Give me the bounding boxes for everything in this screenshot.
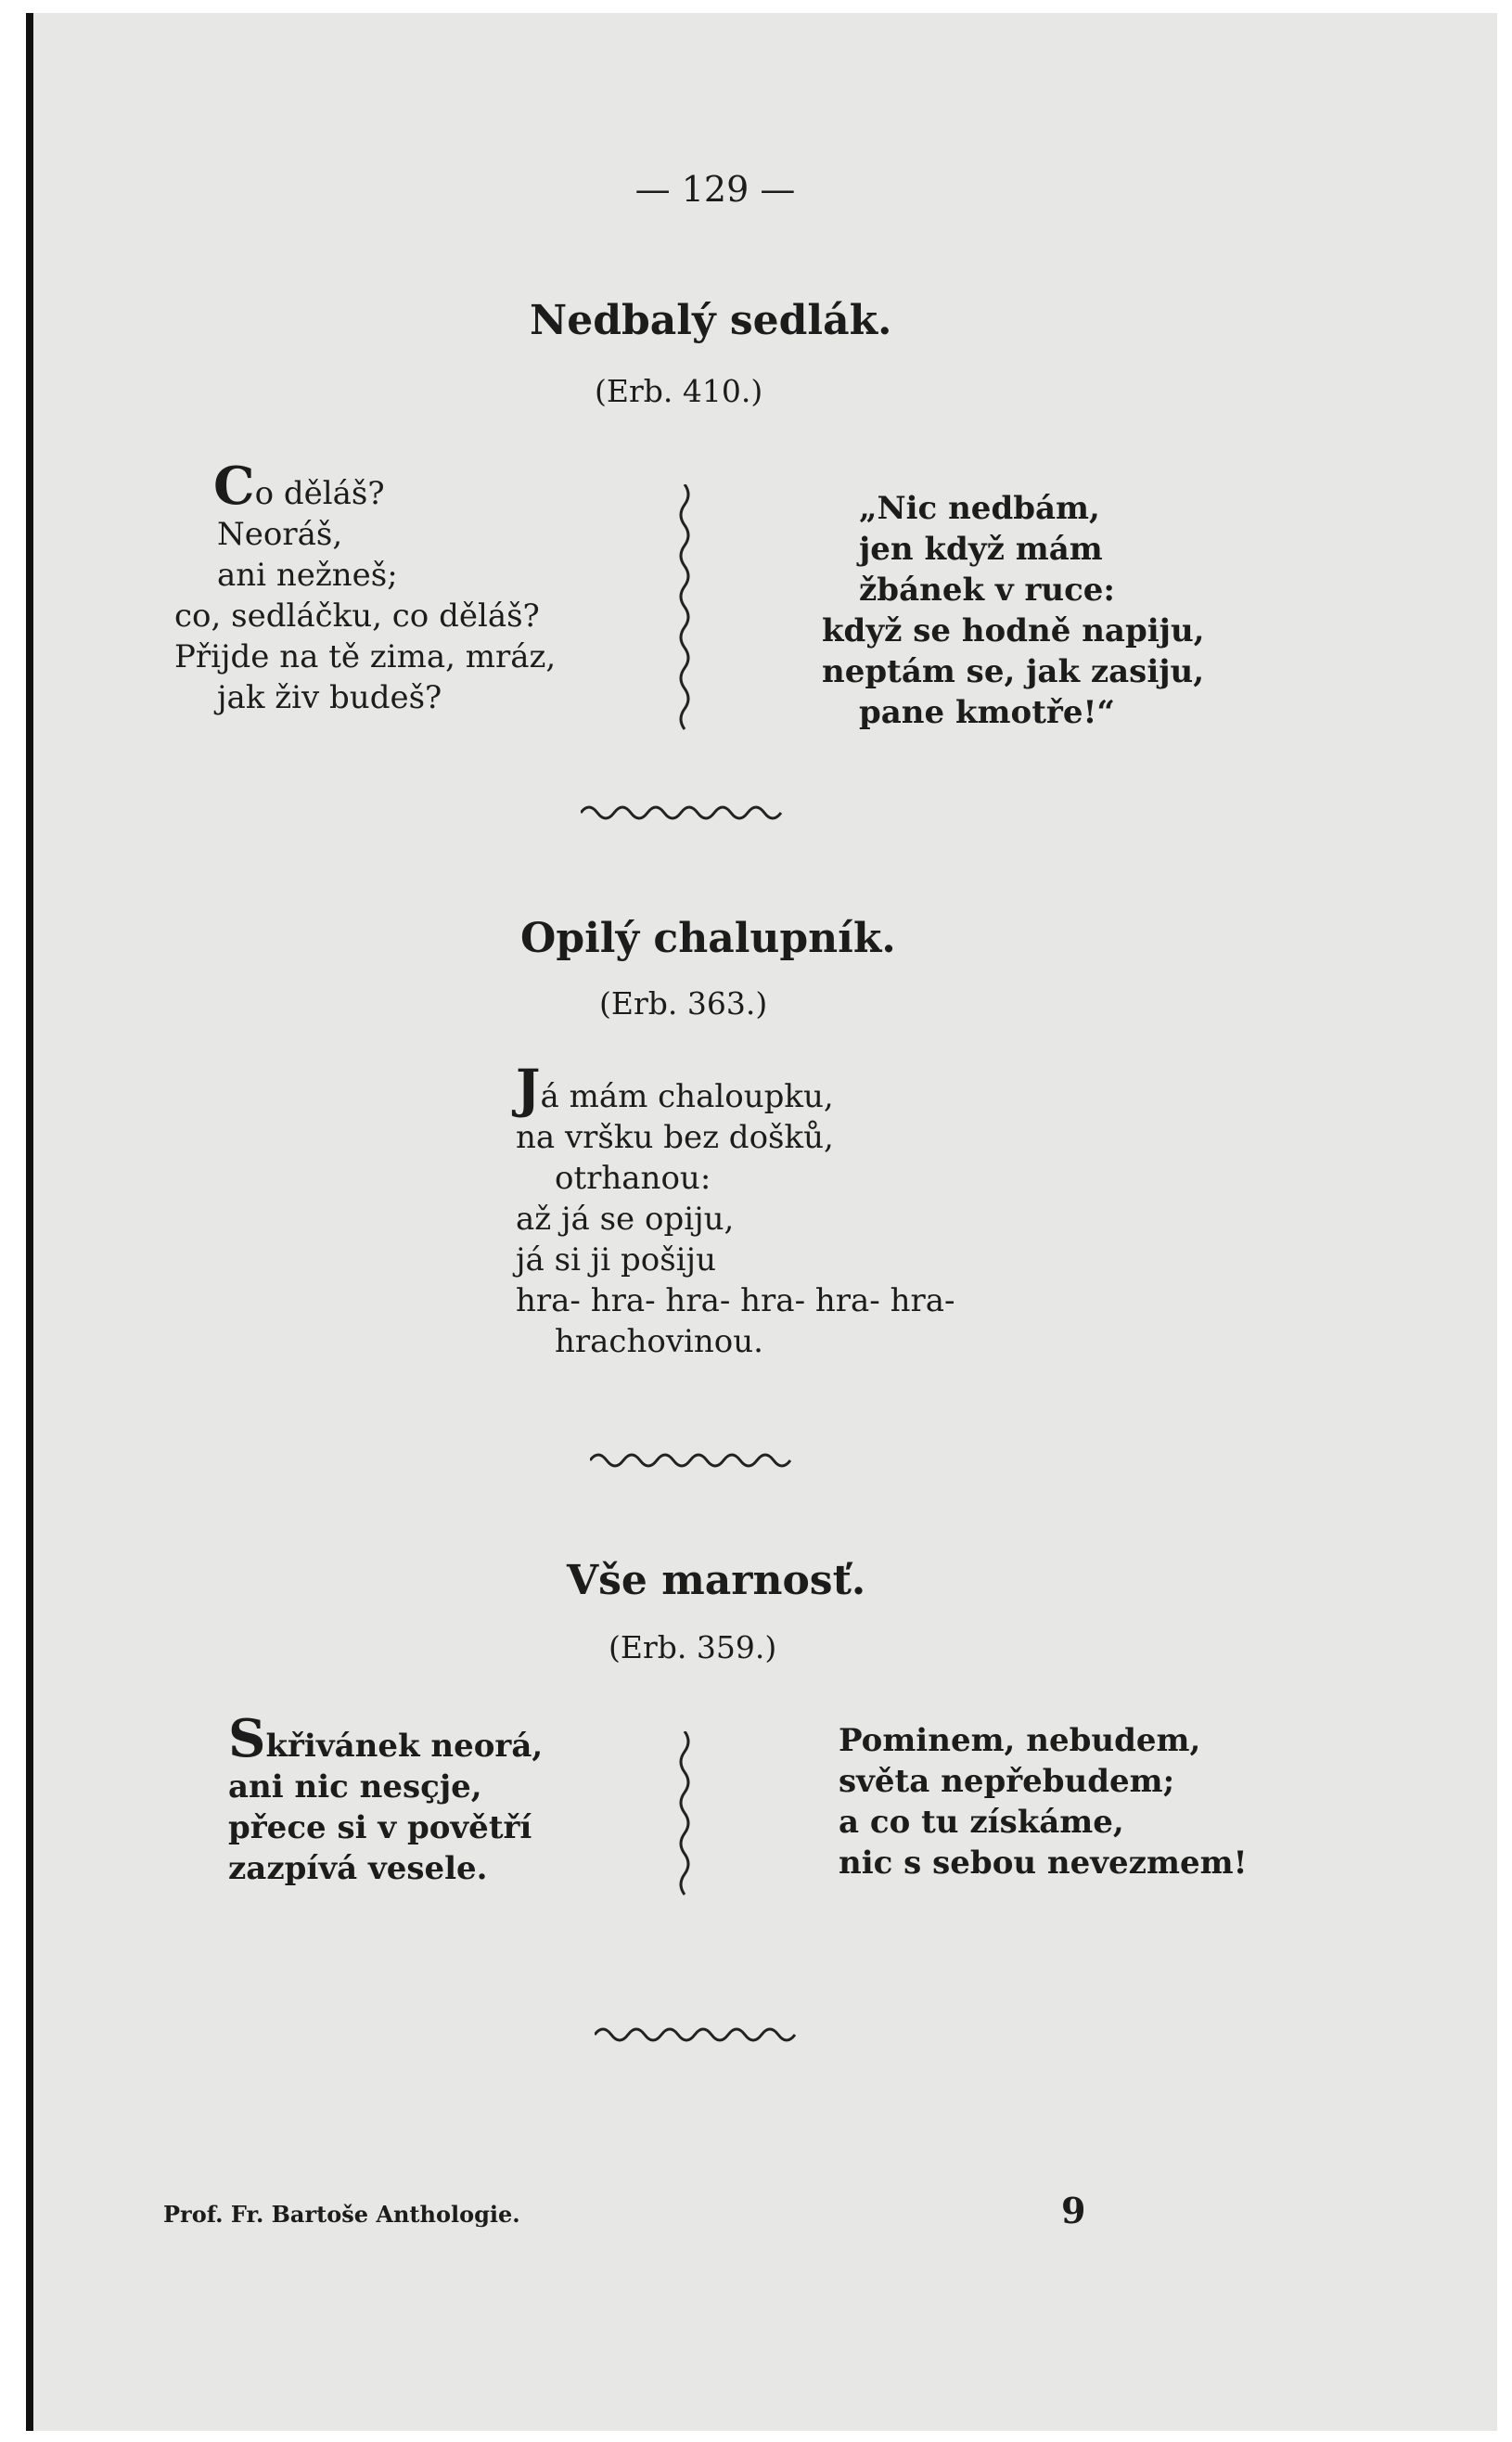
verse-line: zazpívá vesele. [228, 1850, 488, 1887]
verse-line: když se hodně napiju, [822, 612, 1205, 649]
poem3-left-stanza [228, 1708, 544, 1889]
verse-line: jen když mám [859, 531, 1103, 568]
poem-title: Vše marnosť. [567, 1557, 866, 1604]
poem-source: (Erb. 363.) [599, 985, 768, 1022]
verse-line: přece si v povětří [228, 1809, 532, 1846]
brace-divider-icon [673, 1731, 696, 1898]
verse-line-text: křivánek neorá, [265, 1728, 544, 1765]
verse-line: nic s sebou nevezmem! [839, 1844, 1248, 1882]
wavy-separator-icon [581, 800, 785, 822]
verse-line-text: á mám chaloupku, [540, 1078, 834, 1115]
wavy-separator-icon [595, 2022, 799, 2044]
verse-line: Neoráš, [217, 516, 343, 553]
verse-line: já si ji pošiju [516, 1241, 716, 1279]
verse-line: neptám se, jak zasiju, [822, 653, 1205, 690]
verse-line [516, 1059, 955, 1120]
verse-line: žbánek v ruce: [859, 572, 1115, 609]
poem1-right-stanza [822, 488, 1205, 733]
verse-line: světa nepřebudem; [839, 1763, 1175, 1800]
poem3-right-stanza [839, 1720, 1248, 1883]
signature-mark: 9 [1061, 2190, 1086, 2231]
verse-line-text: o děláš? [254, 475, 385, 512]
verse-line: až já se opiju, [516, 1201, 735, 1238]
verse-line: a co tu získáme, [839, 1804, 1124, 1841]
verse-line: pane kmotře!“ [859, 694, 1115, 731]
verse-line: na vršku bez došků, [516, 1119, 834, 1156]
page-number: — 129 — [634, 169, 796, 210]
page [26, 13, 1497, 2431]
verse-line: hra- hra- hra- hra- hra- hra- [516, 1282, 955, 1319]
verse-line: jak živ budeš? [217, 679, 442, 716]
drop-initial: S [228, 1708, 266, 1769]
verse-line: Přijde na tě zima, mráz, [174, 638, 557, 675]
drop-initial: C [213, 456, 255, 517]
poem-source: (Erb. 410.) [595, 373, 763, 409]
verse-line [228, 1708, 544, 1769]
verse-line: „Nic nedbám, [859, 490, 1100, 527]
poem2-stanza [516, 1059, 955, 1362]
poem-title: Opilý chalupník. [520, 915, 896, 962]
poem-source: (Erb. 359.) [609, 1629, 777, 1665]
verse-line [174, 456, 556, 517]
footer-publisher: Prof. Fr. Bartoše Anthologie. [163, 2201, 520, 2228]
verse-line: otrhanou: [555, 1160, 711, 1197]
poem1-left-stanza [174, 456, 557, 718]
verse-line: co, sedláčku, co děláš? [174, 598, 540, 635]
wavy-separator-icon [590, 1447, 794, 1470]
verse-line: Pominem, nebudem, [839, 1722, 1201, 1759]
verse-line: ani nežneš; [217, 557, 398, 594]
poem-title: Nedbalý sedlák. [530, 297, 892, 344]
brace-divider-icon [673, 484, 696, 735]
verse-line: ani nic nesçje, [228, 1768, 482, 1806]
drop-initial: J [516, 1059, 541, 1120]
verse-line: hrachovinou. [555, 1323, 763, 1360]
